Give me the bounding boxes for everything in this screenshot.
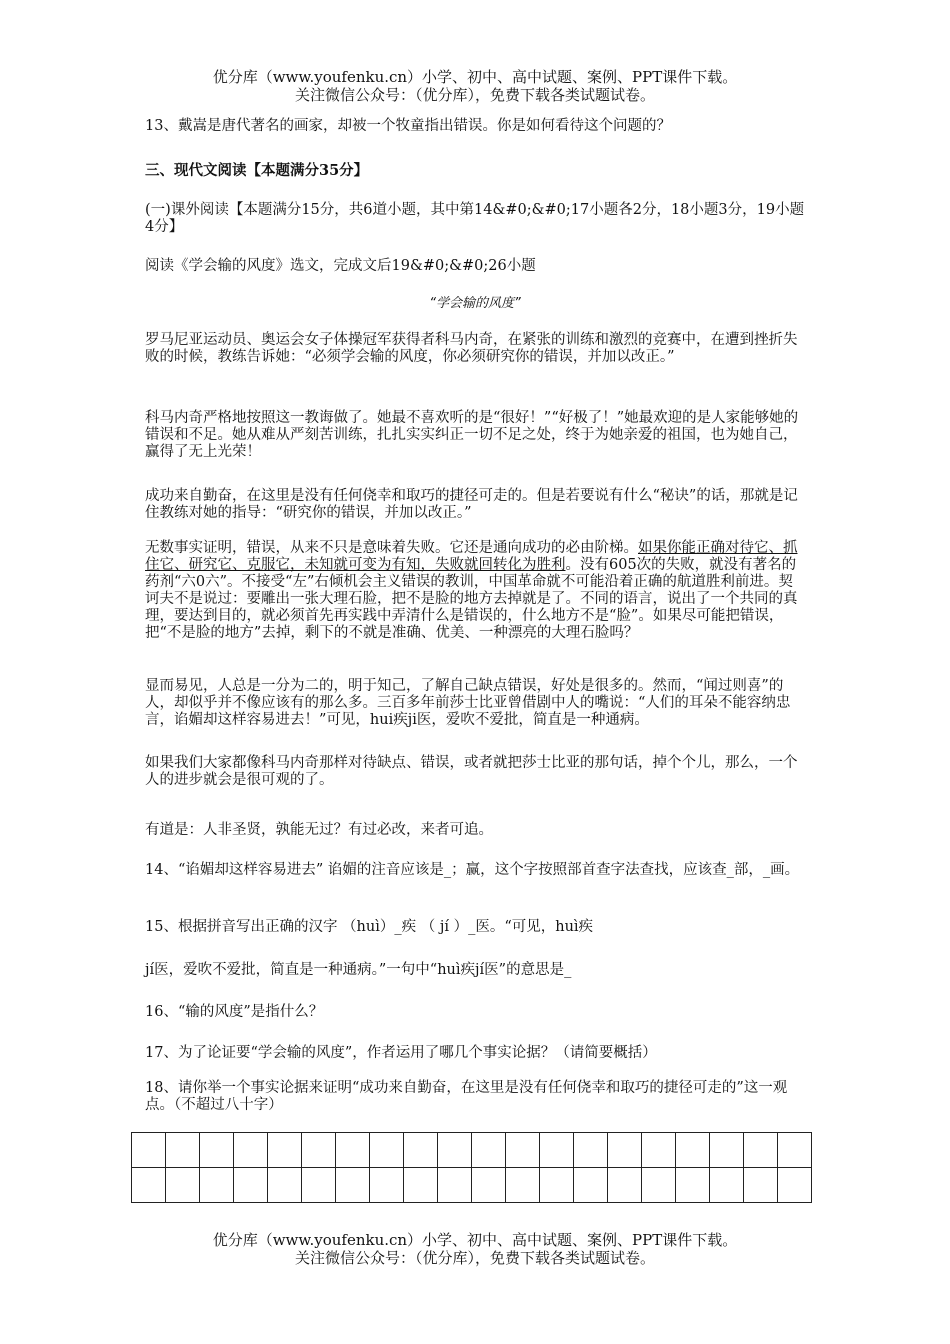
grid-cell[interactable] <box>268 1133 302 1168</box>
grid-cell[interactable] <box>234 1168 268 1203</box>
question-15-line-2: jí医，爱吹不爱批，简直是一种通病。”一句中“huì疾jí医”的意思是_ <box>145 962 572 978</box>
grid-cell[interactable] <box>438 1133 472 1168</box>
grid-cell[interactable] <box>574 1168 608 1203</box>
grid-cell[interactable] <box>268 1168 302 1203</box>
grid-cell[interactable] <box>744 1168 778 1203</box>
paragraph-4-underlined: 如果你能正确对待它、抓住它、研究它、克服它，未知就可变为有知，失败就回转化为胜利 <box>145 540 798 573</box>
question-18: 18、请你举一个事实论据来证明“成功来自勤奋，在这里是没有任何侥幸和取巧的捷径可走的”这一观点。（不超过八十字） <box>145 1080 788 1113</box>
grid-cell[interactable] <box>234 1133 268 1168</box>
paragraph-4-start: 无数事实证明，错误，从来不只是意味着失败。它还是通向成功的必由阶梯。 <box>145 540 638 556</box>
header-line-1: 优分库（www.youfenku.cn）小学、初中、高中试题、案例、PPT课件下载。 <box>212 68 738 86</box>
question-14: 14、“谄媚却这样容易进去” 谄媚的注音应该是_；赢，这个字按照部首查字法查找，应该查_部，_画。 <box>145 862 800 878</box>
subsection-heading: (一)课外阅读【本题满分15分，共6道小题，其中第14&#0;&#0;17小题各2分，18小题3分，19小题4分】 <box>145 202 805 235</box>
grid-cell[interactable] <box>302 1168 336 1203</box>
grid-cell[interactable] <box>642 1168 676 1203</box>
question-17: 17、为了论证要“学会输的风度”，作者运用了哪几个事实论据？（请简要概括） <box>145 1045 657 1061</box>
page-header <box>0 68 950 104</box>
grid-cell[interactable] <box>132 1168 166 1203</box>
grid-cell[interactable] <box>608 1133 642 1168</box>
paragraph-1: 罗马尼亚运动员、奥运会女子体操冠军获得者科马内奇，在紧张的训练和激烈的竞赛中，在遭到挫折失败的时候，教练告诉她：“必须学会输的风度，你必须研究你的错误，并加以改正。” <box>145 332 798 365</box>
answer-grid <box>131 1132 812 1203</box>
grid-cell[interactable] <box>540 1133 574 1168</box>
grid-cell[interactable] <box>336 1168 370 1203</box>
grid-cell[interactable] <box>472 1168 506 1203</box>
grid-cell[interactable] <box>404 1168 438 1203</box>
paragraph-5: 显而易见，人总是一分为二的，明于知己，了解自己缺点错误，好处是很多的。然而，“闻过则喜”的人，却似乎并不像应该有的那么多。三百多年前莎士比亚曾借剧中人的嘴说：“人们的耳朵不能容纳忠言，谄媚却这样容易进去！”可见，hui疾ji医，爱吹不爱批，简直是一种通病。 <box>145 678 791 728</box>
question-15-line-1: 15、根据拼音写出正确的汉字 （huì）_疾 （ jí ）_医。“可见，huì疾 <box>145 919 594 935</box>
grid-cell[interactable] <box>302 1133 336 1168</box>
article-title: “学会输的风度” <box>429 296 521 311</box>
grid-cell[interactable] <box>676 1133 710 1168</box>
footer-line-1: 优分库（www.youfenku.cn）小学、初中、高中试题、案例、PPT课件下载。 <box>212 1231 738 1249</box>
grid-cell[interactable] <box>744 1133 778 1168</box>
grid-cell[interactable] <box>506 1168 540 1203</box>
paragraph-4-end: 。没有605次的失败，就没有著名的药剂“六0六”。不接受“左”右倾机会主义错误的教训，中国革命就不可能沿着正确的航道胜利前进。契诃夫不是说过：要雕出一张大理石脸，把不是脸的地方去掉就是了。不同的语言，说出了一个共同的真理，要达到目的，就必须首先再实践中弄清什么是错误的，什么地方不是“脸”。如果尽可能把错误，把“不是脸的地方”去掉，剩下的不就是准确、优美、一种漂亮的大理石脸吗？ <box>145 557 798 641</box>
grid-cell[interactable] <box>642 1133 676 1168</box>
grid-cell[interactable] <box>710 1133 744 1168</box>
header-line-2: 关注微信公众号：（优分库），免费下载各类试题试卷。 <box>294 86 655 104</box>
grid-cell[interactable] <box>132 1133 166 1168</box>
grid-cell[interactable] <box>404 1133 438 1168</box>
paragraph-2: 科马内奇严格地按照这一教诲做了。她最不喜欢听的是“很好！”“好极了！”她最欢迎的是人家能够她的错误和不足。她从难从严刻苦训练，扎扎实实纠正一切不足之处，终于为她亲爱的祖国，也为她自己，赢得了无上光荣！ <box>145 410 799 460</box>
grid-cell[interactable] <box>676 1168 710 1203</box>
grid-cell[interactable] <box>370 1168 404 1203</box>
question-13: 13、戴嵩是唐代著名的画家，却被一个牧童指出错误。你是如何看待这个问题的？ <box>145 118 671 134</box>
grid-cell[interactable] <box>778 1133 812 1168</box>
question-16: 16、“输的风度”是指什么？ <box>145 1004 324 1020</box>
grid-cell[interactable] <box>370 1133 404 1168</box>
grid-row <box>132 1168 812 1203</box>
grid-cell[interactable] <box>608 1168 642 1203</box>
grid-cell[interactable] <box>438 1168 472 1203</box>
grid-cell[interactable] <box>710 1168 744 1203</box>
grid-row <box>132 1133 812 1168</box>
grid-cell[interactable] <box>336 1133 370 1168</box>
paragraph-7: 有道是：人非圣贤，孰能无过？有过必改，来者可追。 <box>145 822 493 838</box>
paragraph-6: 如果我们大家都像科马内奇那样对待缺点、错误，或者就把莎士比亚的那句话，掉个个儿，那么，一个人的进步就会是很可观的了。 <box>145 755 798 788</box>
grid-cell[interactable] <box>472 1133 506 1168</box>
grid-cell[interactable] <box>166 1133 200 1168</box>
page-footer <box>0 1231 950 1267</box>
reading-intro: 阅读《学会输的风度》选文，完成文后19&#0;&#0;26小题 <box>145 258 536 274</box>
paragraph-3: 成功来自勤奋，在这里是没有任何侥幸和取巧的捷径可走的。但是若要说有什么“秘诀”的话，那就是记住教练对她的指导：“研究你的错误，并加以改正。” <box>145 488 798 521</box>
grid-cell[interactable] <box>778 1168 812 1203</box>
grid-cell[interactable] <box>540 1168 574 1203</box>
grid-cell[interactable] <box>166 1168 200 1203</box>
grid-cell[interactable] <box>506 1133 540 1168</box>
grid-cell[interactable] <box>574 1133 608 1168</box>
paragraph-4 <box>145 540 805 642</box>
footer-line-2: 关注微信公众号：（优分库），免费下载各类试题试卷。 <box>294 1249 655 1267</box>
grid-cell[interactable] <box>200 1168 234 1203</box>
section-title: 三、现代文阅读【本题满分35分】 <box>145 162 369 179</box>
grid-cell[interactable] <box>200 1133 234 1168</box>
